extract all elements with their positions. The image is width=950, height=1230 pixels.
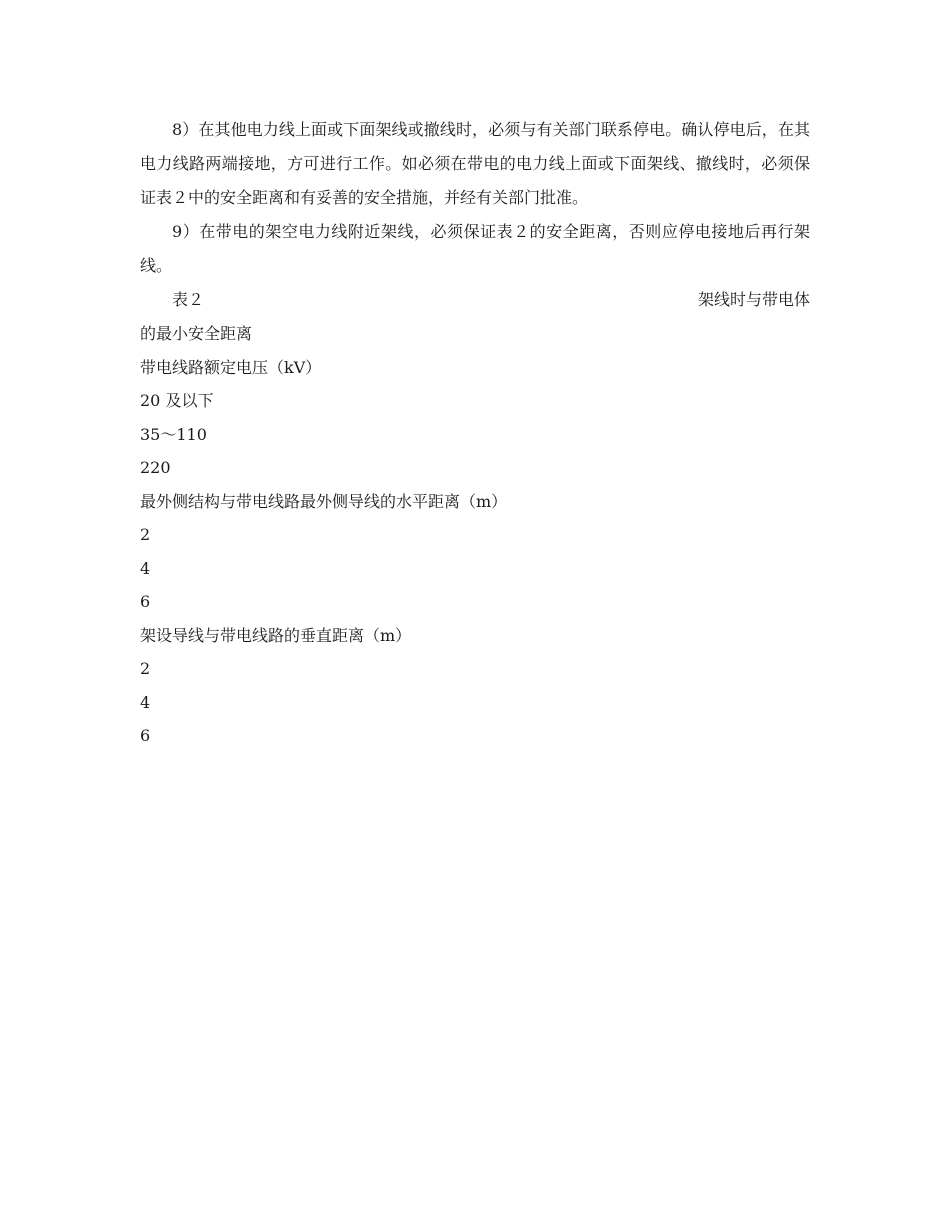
- voltage-header: 带电线路额定电压（kV）: [140, 357, 322, 377]
- table-title-part1: 架线时与带电体: [697, 290, 810, 309]
- table-title-part2: 的最小安全距离: [140, 324, 253, 343]
- vertical-distance-header: 架设导线与带电线路的垂直距离（m）: [140, 625, 412, 645]
- paragraph-item-9: 9）在带电的架空电力线附近架线，必须保证表２的安全距离，否则应停电接地后再行架线。: [140, 222, 810, 275]
- paragraph-item-8: 8）在其他电力线上面或下面架线或撤线时，必须与有关部门联系停电。确认停电后，在其电力线路两端接地，方可进行工作。如必须在带电的电力线上面或下面架线、撤线时，必须保证表２中的安全距离和有妥善的安全措施，并经有关部门批准。: [140, 120, 810, 207]
- voltage-value: 35～110: [140, 424, 207, 444]
- vertical-distance-value: 2: [140, 659, 151, 678]
- horizontal-distance-value: 6: [140, 592, 151, 611]
- table-caption: [140, 283, 810, 317]
- horizontal-distance-value: 4: [140, 558, 151, 578]
- voltage-value: 220: [140, 458, 171, 477]
- document-page: [140, 113, 810, 753]
- voltage-value: 20 及以下: [140, 391, 214, 410]
- table-label: 表２: [172, 290, 205, 309]
- horizontal-distance-value: 2: [140, 525, 151, 544]
- horizontal-distance-header: 最外侧结构与带电线路最外侧导线的水平距离（m）: [140, 491, 508, 511]
- vertical-distance-value: 4: [140, 692, 151, 712]
- vertical-distance-value: 6: [140, 726, 151, 745]
